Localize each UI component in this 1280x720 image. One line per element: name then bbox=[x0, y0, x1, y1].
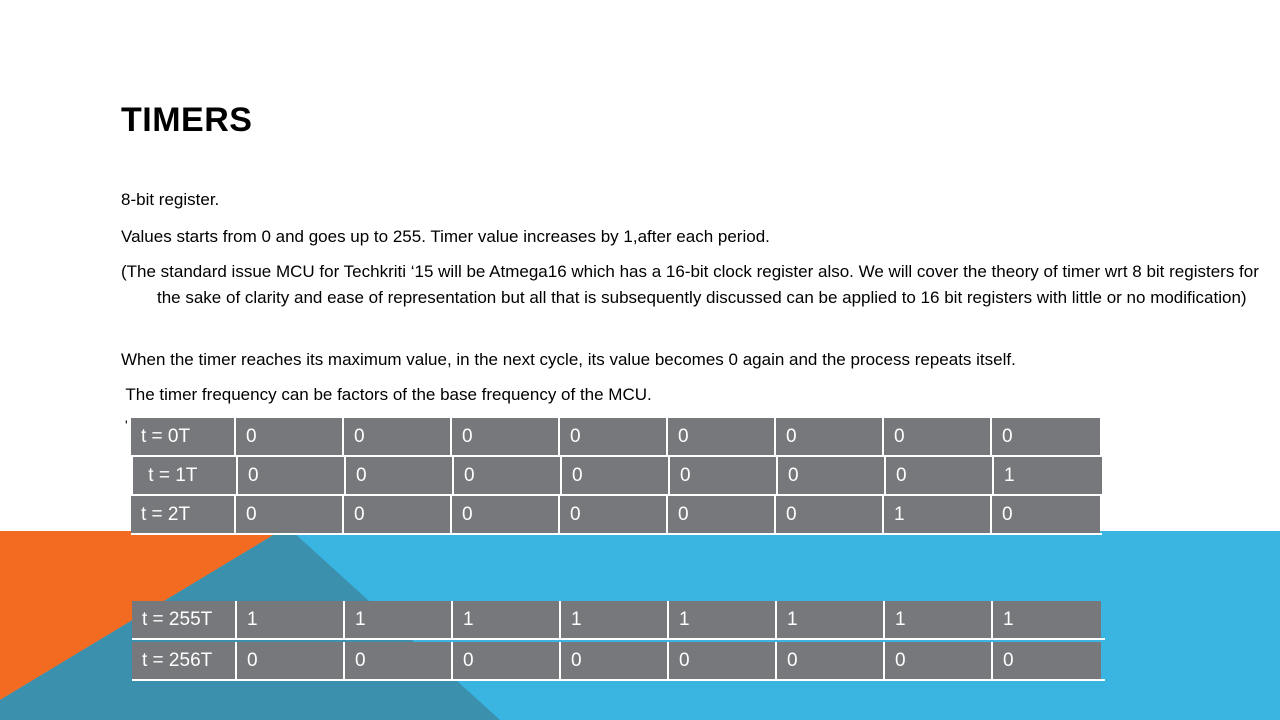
table-row-t0 bbox=[131, 418, 1100, 455]
row-divider bbox=[132, 679, 1105, 681]
bit-cell: 0 bbox=[777, 642, 885, 679]
bit-cell: 1 bbox=[669, 601, 777, 638]
bit-cell: 0 bbox=[561, 642, 669, 679]
table-row-t2 bbox=[131, 496, 1100, 533]
bit-cell: 0 bbox=[778, 457, 886, 494]
row-label: t = 256T bbox=[132, 642, 237, 679]
bit-cell: 1 bbox=[1004, 465, 1015, 486]
bit-cell: 0 bbox=[1002, 426, 1013, 447]
bit-cell: 0 bbox=[670, 457, 778, 494]
bit-cell: 0 bbox=[885, 642, 993, 679]
row-divider bbox=[131, 533, 1102, 535]
paragraph-register: 8-bit register. bbox=[121, 190, 220, 209]
table-row-t256 bbox=[132, 642, 1101, 679]
bit-cell: 0 bbox=[345, 642, 453, 679]
bit-cell: 0 bbox=[776, 496, 884, 533]
bit-cell: 0 bbox=[668, 418, 776, 455]
bit-cell: 0 bbox=[1003, 650, 1014, 671]
bit-cell: 0 bbox=[560, 496, 668, 533]
row-divider bbox=[132, 638, 1105, 640]
bit-cell: 1 bbox=[777, 601, 885, 638]
bit-cell: 0 bbox=[236, 496, 344, 533]
bit-cell: 0 bbox=[452, 496, 560, 533]
row-label: t = 1T bbox=[133, 457, 238, 494]
bit-cell: 0 bbox=[884, 418, 992, 455]
bit-cell: 0 bbox=[886, 457, 994, 494]
table-row-t255 bbox=[132, 601, 1101, 638]
paragraph-frequency: The timer frequency can be factors of the base frequency of the MCU. bbox=[121, 385, 652, 404]
bit-cell: 0 bbox=[560, 418, 668, 455]
bit-cell: 0 bbox=[1002, 504, 1013, 525]
table-row-t1 bbox=[133, 457, 1102, 494]
paragraph-mcu-note: (The standard issue MCU for Techkriti ‘15 will be Atmega16 which has a 16-bit clock register also. We will cover the theory of timer wrt 8 bit registers for the sake of clarity and ease of representation but all that is subsequently discussed can be applied to 16 bit registers with little or no modification) bbox=[121, 262, 1259, 307]
bit-cell: 0 bbox=[346, 457, 454, 494]
bit-cell: 0 bbox=[776, 418, 884, 455]
bit-cell: 1 bbox=[453, 601, 561, 638]
row-label: t = 255T bbox=[132, 601, 237, 638]
bit-cell: 0 bbox=[344, 418, 452, 455]
bit-cell: 0 bbox=[236, 418, 344, 455]
bit-cell: 0 bbox=[238, 457, 346, 494]
paragraph-overflow: When the timer reaches its maximum value, in the next cycle, its value becomes 0 again and the process repeats itself. bbox=[121, 350, 1016, 369]
bit-cell: 0 bbox=[668, 496, 776, 533]
stray-mark: ' bbox=[125, 417, 128, 433]
bit-cell: 1 bbox=[561, 601, 669, 638]
bit-cell: 1 bbox=[884, 496, 992, 533]
bit-cell: 1 bbox=[237, 601, 345, 638]
bit-cell: 0 bbox=[452, 418, 560, 455]
bit-cell: 0 bbox=[344, 496, 452, 533]
bit-cell: 1 bbox=[885, 601, 993, 638]
bit-cell: 0 bbox=[454, 457, 562, 494]
row-label: t = 2T bbox=[131, 496, 236, 533]
bit-cell: 0 bbox=[237, 642, 345, 679]
bit-cell: 1 bbox=[345, 601, 453, 638]
row-label: t = 0T bbox=[131, 418, 236, 455]
bit-cell: 1 bbox=[1003, 609, 1014, 630]
slide-title: TIMERS bbox=[121, 101, 253, 139]
paragraph-values: Values starts from 0 and goes up to 255. Timer value increases by 1,after each period. bbox=[121, 227, 770, 246]
bit-cell: 0 bbox=[669, 642, 777, 679]
bit-cell: 0 bbox=[453, 642, 561, 679]
bit-cell: 0 bbox=[562, 457, 670, 494]
